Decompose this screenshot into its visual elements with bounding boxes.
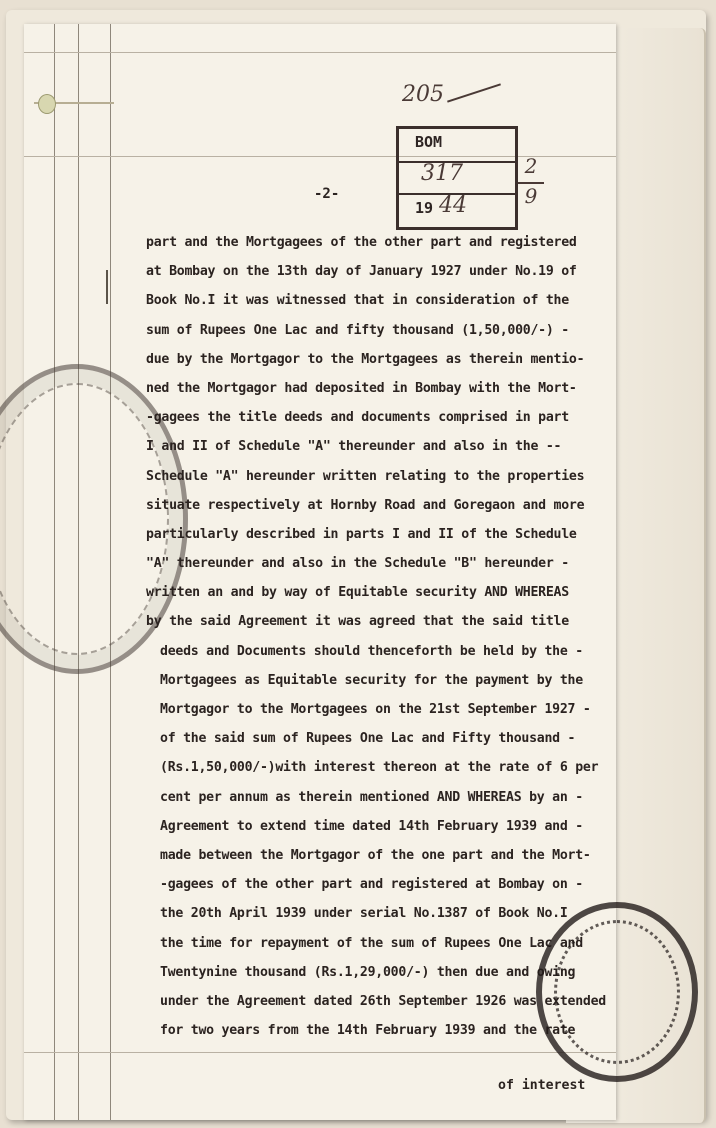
- text-line: of the said sum of Rupees One Lac and Fifty thousand -: [160, 731, 576, 747]
- folio-underline: [447, 83, 501, 102]
- text-line: (Rs.1,50,000/-)with interest thereon at the rate of 6 per: [160, 760, 599, 776]
- text-line: Twentynine thousand (Rs.1,29,000/-) then due and owing: [160, 964, 576, 980]
- text-line: at Bombay on the 13th day of January 1927 under No.19 of: [146, 264, 577, 280]
- text-line: I and II of Schedule "A" thereunder and also in the --: [146, 439, 562, 455]
- document-page: [24, 24, 616, 1120]
- text-line: made between the Mortgagor of the one part and the Mort-: [160, 847, 591, 863]
- fraction-denominator: 9: [524, 184, 538, 208]
- margin-tick-mark: [106, 270, 108, 304]
- text-line: "A" thereunder and also in the Schedule "B" hereunder -: [146, 556, 569, 572]
- stamp-cell-year: [399, 193, 515, 225]
- text-line: for two years from the 14th February 1939 and the rate: [160, 1023, 576, 1039]
- text-line: part and the Mortgagees of the other part and registered: [146, 235, 577, 250]
- text-line: the time for repayment of the sum of Rupees One Lac and: [160, 935, 583, 951]
- stamp-cell-number: [399, 161, 515, 195]
- stamp-office: BOM: [415, 133, 443, 151]
- stamp-year-printed: 19: [415, 199, 434, 217]
- folio-annotation: [402, 82, 512, 112]
- text-line: deeds and Documents should thenceforth be held by the -: [160, 643, 583, 659]
- binding-thread: [34, 94, 114, 112]
- rubber-stamp-seal-right: [536, 902, 698, 1082]
- fraction-annotation: [518, 154, 544, 212]
- footer-rule: [24, 1052, 616, 1053]
- text-line: under the Agreement dated 26th September 1926 was extended: [160, 993, 606, 1009]
- header-rule-top: [24, 52, 616, 53]
- page-number: -2-: [314, 186, 340, 202]
- text-line: -gagees of the other part and registered at Bombay on -: [160, 877, 583, 893]
- stamp-cell-office: [399, 129, 515, 163]
- text-line: Mortgagees as Equitable security for the payment by the: [160, 672, 583, 688]
- text-line: ned the Mortgagor had deposited in Bombay with the Mort-: [146, 380, 577, 396]
- document-stack: [6, 10, 706, 1120]
- text-line: sum of Rupees One Lac and fifty thousand (1,50,000/-) -: [146, 322, 569, 338]
- text-line: the 20th April 1939 under serial No.1387 of Book No.I: [160, 906, 568, 922]
- text-line: due by the Mortgagor to the Mortgagees as therein mentio-: [146, 351, 585, 367]
- text-line: particularly described in parts I and II of the Schedule: [146, 526, 577, 542]
- stamp-number: 317: [421, 161, 463, 186]
- text-line: -gagees the title deeds and documents comprised in part: [146, 410, 569, 426]
- stamp-year-handwritten: 44: [439, 193, 467, 218]
- registration-stamp-box: [396, 126, 518, 230]
- text-line: written an and by way of Equitable security AND WHEREAS: [146, 585, 569, 601]
- text-line: Agreement to extend time dated 14th February 1939 and -: [160, 818, 583, 834]
- fraction-numerator: 2: [524, 154, 538, 178]
- thread-knot-icon: [38, 94, 56, 114]
- text-line: Mortgagor to the Mortgagees on the 21st September 1927 -: [160, 702, 591, 717]
- body-text: [146, 228, 616, 1045]
- text-line: by the said Agreement it was agreed that the said title: [146, 614, 569, 630]
- text-line: Schedule "A" hereunder written relating to the properties: [146, 468, 585, 484]
- closing-line: of interest: [498, 1078, 586, 1093]
- folio-number: 205: [402, 82, 444, 107]
- text-line: Book No.I it was witnessed that in consideration of the: [146, 293, 569, 309]
- text-line: cent per annum as therein mentioned AND WHEREAS by an -: [160, 789, 583, 805]
- text-line: situate respectively at Hornby Road and Goregaon and more: [146, 497, 585, 513]
